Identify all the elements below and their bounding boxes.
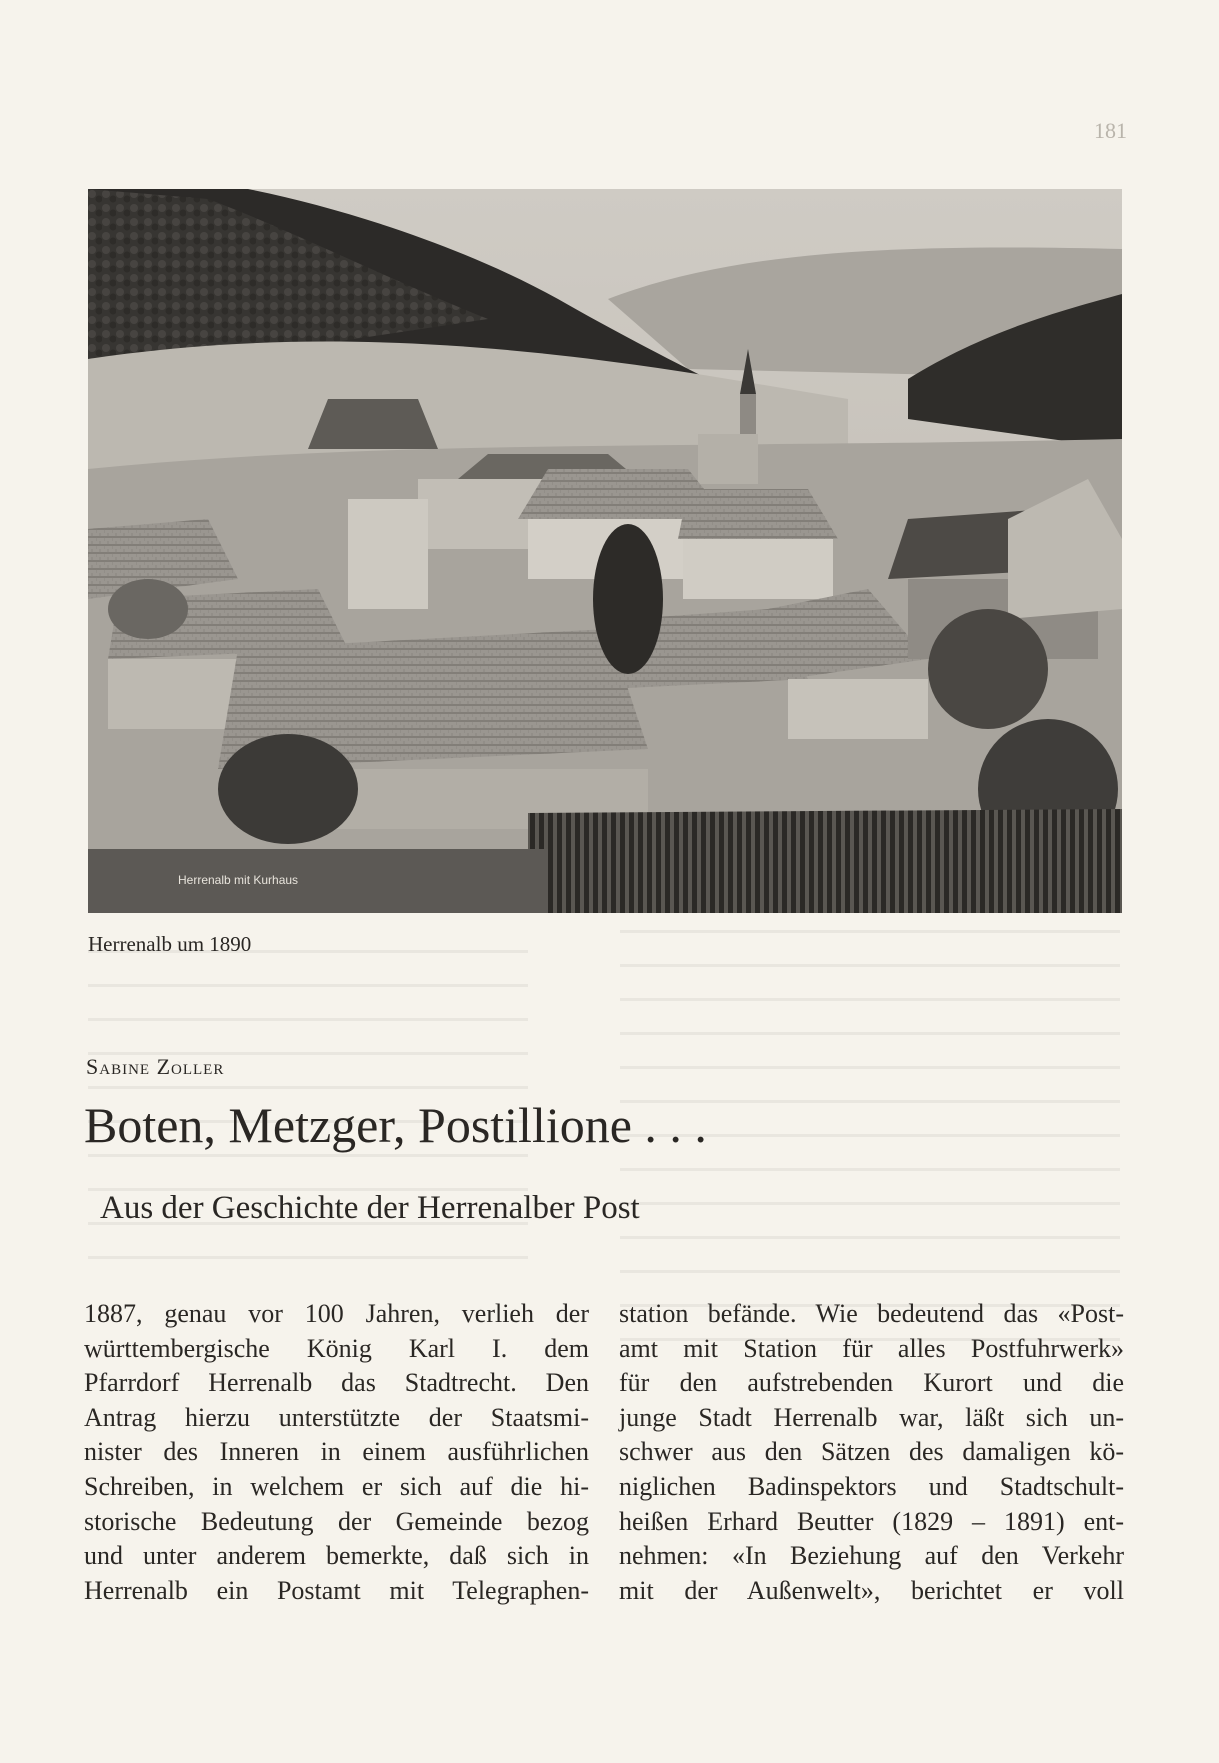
- page-number: 181: [1094, 118, 1127, 143]
- body-line: mit der Außenwelt», berichtet er voll: [619, 1575, 1124, 1605]
- body-line: Herrenalb ein Postamt mit Telegraphen-: [84, 1575, 589, 1605]
- body-line: und unter anderem bemerkte, daß sich in: [84, 1541, 589, 1571]
- photo-inscription: Herrenalb mit Kurhaus: [178, 873, 299, 887]
- historic-photo-herrenalb: [88, 189, 1122, 913]
- body-line: für den aufstrebenden Kurort und die: [619, 1368, 1124, 1398]
- body-line: storische Bedeutung der Gemeinde bezog: [84, 1506, 589, 1536]
- body-line: heißen Erhard Beutter (1829 – 1891) ent-: [619, 1506, 1124, 1536]
- body-line: nehmen: «In Beziehung auf den Verkehr: [619, 1541, 1124, 1571]
- photo-caption: Herrenalb um 1890: [88, 932, 252, 956]
- author-byline: Sabine Zoller: [86, 1054, 225, 1079]
- body-line: junge Stadt Herrenalb war, läßt sich un-: [619, 1402, 1124, 1432]
- body-line: nister des Inneren in einem ausführlichen: [84, 1437, 589, 1467]
- body-line: niglichen Badinspektors und Stadtschult-: [619, 1471, 1124, 1501]
- body-line: schwer aus den Sätzen des damaligen kö-: [619, 1437, 1124, 1467]
- body-line: Pfarrdorf Herrenalb das Stadtrecht. Den: [84, 1368, 589, 1398]
- body-line: Schreiben, in welchem er sich auf die hi-: [84, 1471, 589, 1501]
- article-subtitle: Aus der Geschichte der Herrenalber Post: [100, 1190, 640, 1226]
- body-line: Antrag hierzu unterstützte der Staatsmi-: [84, 1402, 589, 1432]
- body-column-right: [619, 1297, 1124, 1608]
- article-title: Boten, Metzger, Postillione . . .: [84, 1097, 707, 1153]
- body-line: 1887, genau vor 100 Jahren, verlieh der: [84, 1299, 589, 1328]
- body-column-left: [84, 1297, 589, 1608]
- body-line: station befände. Wie bedeutend das «Post-: [619, 1299, 1124, 1328]
- body-line: württembergische König Karl I. dem: [84, 1333, 589, 1363]
- body-line: amt mit Station für alles Postfuhrwerk»: [619, 1333, 1124, 1363]
